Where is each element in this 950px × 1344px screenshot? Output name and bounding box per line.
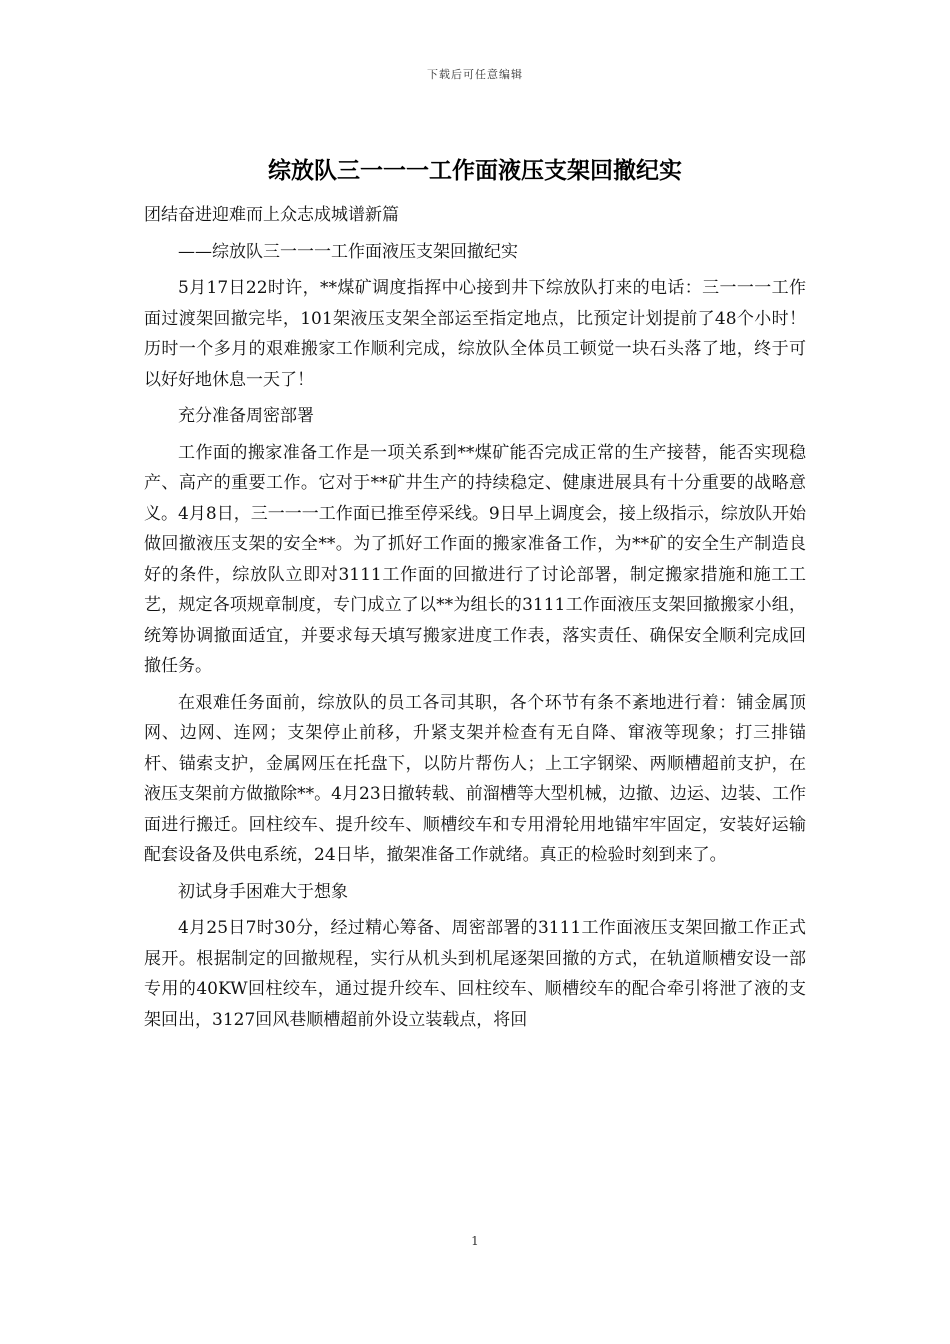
document-title: 综放队三一一一工作面液压支架回撤纪实 (268, 157, 682, 184)
subtitle-dash-line: ——综放队三一一一工作面液压支架回撤纪实 (178, 241, 518, 262)
paragraph-4: 4月25日7时30分，经过精心筹备、周密部署的3111工作面液压支架回撤工作正式展开。根据制定的回撤规程，实行从机头到机尾逐架回撤的方式，在轨道顺槽安设一部专用的40KW回柱绞车，通过提升绞车、回柱绞车、顺槽绞车的配合牵引将泄了液的支架回出，3127回风巷顺槽超前外设立装载点，将回 (144, 918, 806, 1030)
page-header: 下载后可任意编辑 (427, 68, 523, 81)
document-body (144, 200, 806, 1041)
paragraph-2: 工作面的搬家准备工作是一项关系到**煤矿能否完成正常的生产接替，能否实现稳产、高产的重要工作。它对于**矿井生产的持续稳定、健康进展具有十分重要的战略意义。4月8日，三一一一工作面已推至停采线。9日早上调度会，接上级指示，综放队开始做回撤液压支架的安全**。为了抓好工作面的搬家准备工作，为**矿的安全生产制造良好的条件，综放队立即对3111工作面的回撤进行了讨论部署，制定搬家措施和施工工艺，规定各项规章制度，专门成立了以**为组长的3111工作面液压支架回撤搬家小组，统筹协调撤面适宜，并要求每天填写搬家进度工作表，落实责任、确保安全顺利完成回撤任务。 (144, 442, 806, 676)
page-number: 1 (471, 1234, 479, 1248)
section-heading-2: 初试身手困难大于想象 (178, 881, 348, 902)
paragraph-1: 5月17日22时许，**煤矿调度指挥中心接到井下综放队打来的电话：三一一一工作面过渡架回撤完毕，101架液压支架全部运至指定地点，比预定计划提前了48个小时！历时一个多月的艰难搬家工作顺利完成，综放队全体员工顿觉一块石头落了地，终于可以好好地休息一天了！ (144, 278, 806, 390)
paragraph-3: 在艰难任务面前，综放队的员工各司其职，各个环节有条不紊地进行着：铺金属顶网、边网、连网；支架停止前移，升紧支架并检查有无自降、窜液等现象；打三排锚杆、锚索支护，金属网压在托盘下，以防片帮伤人；上工字钢梁、两顺槽超前支护，在液压支架前方做撤除**。4月23日撤转载、前溜槽等大型机械，边撤、边运、边装、工作面进行搬迁。回柱绞车、提升绞车、顺槽绞车和专用滑轮用地锚牢牢固定，安装好运输配套设备及供电系统，24日毕，撤架准备工作就绪。真正的检验时刻到来了。 (144, 692, 806, 865)
subtitle-line: 团结奋进迎难而上众志成城谱新篇 (144, 205, 399, 225)
section-heading-1: 充分准备周密部署 (178, 406, 314, 426)
